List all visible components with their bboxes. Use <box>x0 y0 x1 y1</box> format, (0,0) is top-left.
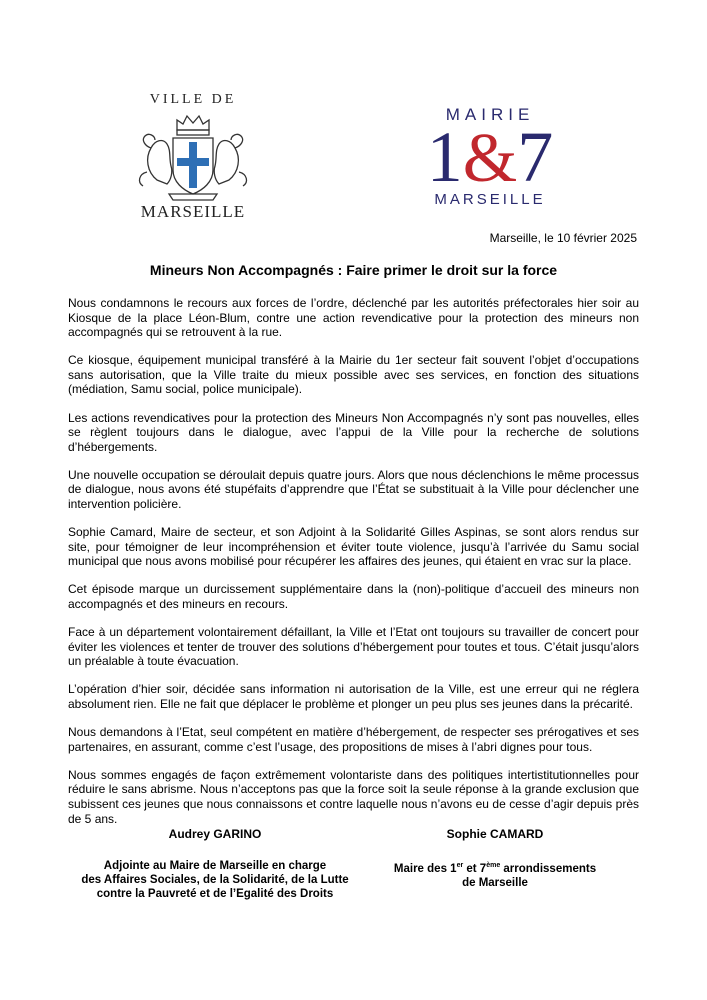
role-text: et 7 <box>463 863 487 875</box>
paragraph: Sophie Camard, Maire de secteur, et son Adjoint à la Solidarité Gilles Aspinas, se sont alors rendus sur site, pour témoigner de leur incompréhension et éviter toute violence, jusqu’à l’arrivée du Samu social municipal que nous avons mobilisé pour récupérer les affaires des jeunes, qui étaient en vrac sur la place. <box>68 525 639 569</box>
logo-number-7: 7 <box>517 117 554 197</box>
paragraph: Ce kiosque, équipement municipal transféré à la Mairie du 1er secteur fait souvent l’objet d’occupations sans autorisation, que la Ville traite du mieux possible avec ses services, en fonction des situations (médiation, Samu social, police municipale). <box>68 353 639 397</box>
signature-camard <box>355 827 635 890</box>
paragraph: Nous condamnons le recours aux forces de l’ordre, déclenché par les autorités préfectorales hier soir au Kiosque de la place Léon-Blum, contre une action revendicative pour la protection des mineurs non accompagnés qui se retrouvent à la rue. <box>68 296 639 340</box>
paragraph: Face à un département volontairement défaillant, la Ville et l’Etat ont toujours su travailler de concert pour éviter les violences et tenter de trouver des solutions d’hébergement pour toutes et tous. C’était jusqu’alors un préalable à toute évacuation. <box>68 625 639 669</box>
logo-number-1: 1 <box>426 117 463 197</box>
ville-de-marseille-logo <box>127 92 259 222</box>
logo-left-top-text: VILLE DE <box>149 92 237 107</box>
paragraph: Cet épisode marque un durcissement supplémentaire dans la (non)-politique d’accueil des mineurs non accompagnés et des mineurs en recours. <box>68 582 639 611</box>
paragraph: Nous demandons à l’Etat, seul compétent en matière d’hébergement, de respecter ses prérogatives et ses partenaires, en assurant, comme c’est l’usage, des propositions de mises à l’abri dignes pour tous. <box>68 725 639 754</box>
document-date: Marseille, le 10 février 2025 <box>489 231 637 245</box>
role-superscript: ème <box>486 862 501 869</box>
logo-right-bottom-text: MARSEILLE <box>434 191 546 208</box>
role-text: arrondissements <box>500 863 597 875</box>
paragraph: Une nouvelle occupation se déroulait depuis quatre jours. Alors que nous déclenchions le même processus de dialogue, nous avons été stupéfaits d’apprendre que l’État se substituait à la Ville pour déclencher une intervention policière. <box>68 467 639 512</box>
role-superscript: er <box>456 862 464 869</box>
document-title: Mineurs Non Accompagnés : Faire primer le droit sur la force <box>149 262 558 278</box>
document-body <box>68 296 639 840</box>
logo-right-numbers <box>425 119 555 197</box>
signatory-role-line: des Affaires Sociales, de la Solidarité, de la Lutte <box>81 874 349 886</box>
coat-of-arms-icon <box>133 110 253 202</box>
signature-garino <box>70 827 360 901</box>
paragraph: Les actions revendicatives pour la protection des Mineurs Non Accompagnés n’y sont pas nouvelles, elles se règlent toujours dans le dialogue, avec l’appui de la Ville pour la recherche de solutions d’hébergements. <box>68 410 639 454</box>
logo-left-bottom-text: MARSEILLE <box>140 202 246 221</box>
role-text: Maire des 1 <box>393 863 457 875</box>
signatory-role-line <box>355 859 635 876</box>
signatory-role-line: contre la Pauvreté et de l’Egalité des Droits <box>96 888 334 900</box>
signatory-role-line: Adjointe au Maire de Marseille en charge <box>103 860 327 872</box>
mairie-1-7-logo <box>425 105 555 215</box>
logo-right-top-text: MAIRIE <box>445 105 535 124</box>
signatory-name: Audrey GARINO <box>168 827 262 841</box>
signatory-name: Sophie CAMARD <box>446 827 544 841</box>
paragraph: L’opération d’hier soir, décidée sans information ni autorisation de la Ville, est une erreur qui ne réglera absolument rien. Elle ne fait que déplacer le problème et plonger un peu plus ses jeunes dans la précarité. <box>68 682 639 711</box>
signatory-role-line: de Marseille <box>462 877 528 889</box>
paragraph: Nous sommes engagés de façon extrêmement volontariste dans des politiques intertistitutionnelles pour réduire le sans abrisme. Nous n’acceptons pas que la force soit la seule réponse à la grande exclusion que subissent ces jeunes que nous connaissons et contre laquelle nous n’avons eu de cesse d’agir depuis près de 5 ans. <box>68 767 639 826</box>
logo-ampersand: & <box>462 120 518 197</box>
